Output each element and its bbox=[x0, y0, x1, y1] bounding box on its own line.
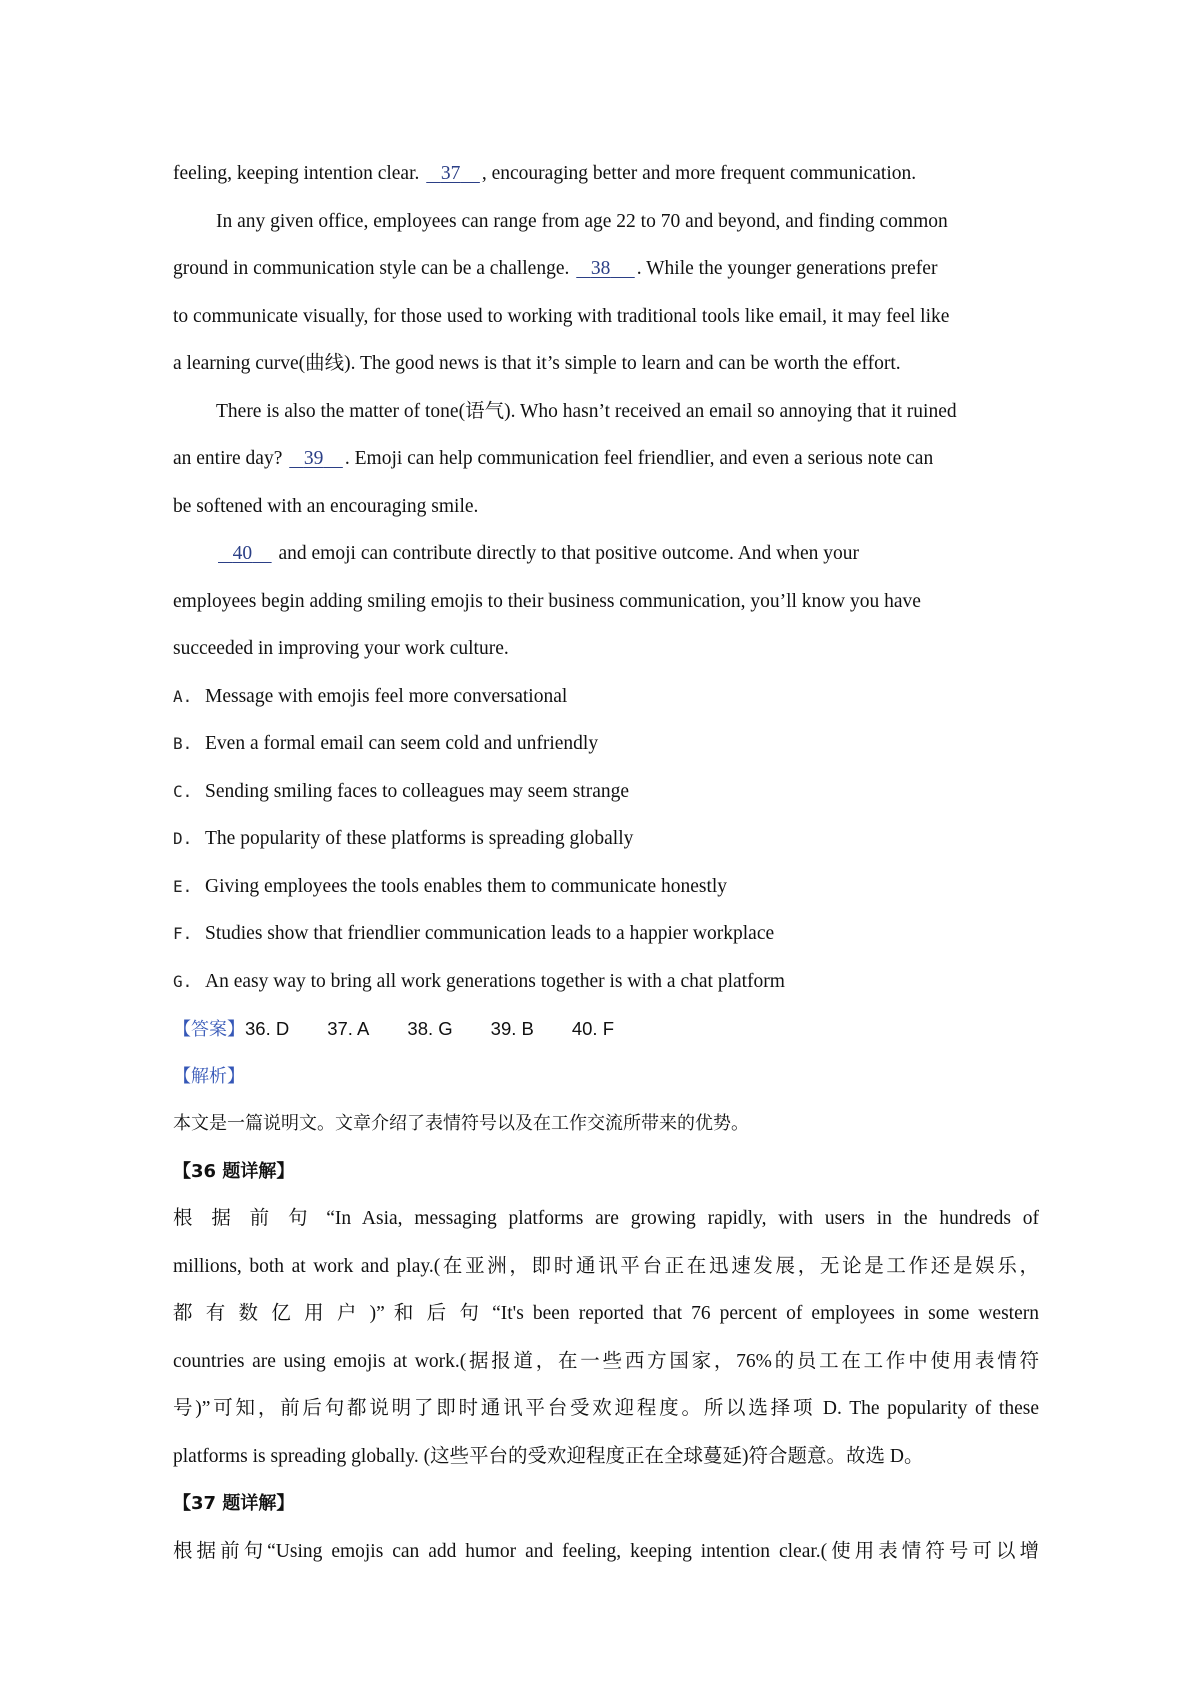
answer-item: 36. D bbox=[245, 1018, 290, 1039]
option-g bbox=[173, 958, 1039, 1006]
q37-line: 根据前句“Using emojis can add humor and feeling, keeping intention clear.(使用表情符号可以增 bbox=[173, 1540, 1039, 1562]
passage-line: In any given office, employees can range from age 22 to 70 and beyond, and finding common bbox=[216, 210, 948, 232]
option-text: Studies show that friendlier communication leads to a happier workplace bbox=[205, 923, 775, 944]
option-c bbox=[173, 768, 1039, 816]
option-letter: G. bbox=[173, 971, 193, 991]
option-e bbox=[173, 863, 1039, 911]
passage-line: to communicate visually, for those used to working with traditional tools like email, it may feel like bbox=[173, 305, 950, 327]
option-d bbox=[173, 815, 1039, 863]
passage-text: . While the younger generations prefer bbox=[636, 258, 938, 279]
passage-line: There is also the matter of tone(语气). Who hasn’t received an email so annoying that it ruined bbox=[216, 400, 957, 422]
passage-text: and emoji can contribute directly to that positive outcome. And when your bbox=[273, 543, 860, 564]
q36-line: 都 有 数 亿 用 户 )” 和 后 句 “It's been reported that 76 percent of employees in some western bbox=[173, 1303, 1039, 1324]
passage-text: ground in communication style can be a challenge. bbox=[173, 258, 575, 279]
q36-line: countries are using emojis at work.(据报道，在一些西方国家，76%的员工在工作中使用表情符 bbox=[173, 1350, 1039, 1372]
q36-line: platforms is spreading globally. (这些平台的受欢迎程度正在全球蔓延)符合题意。故选 D。 bbox=[173, 1445, 924, 1467]
passage-line bbox=[173, 245, 1039, 293]
passage-line: succeeded in improving your work culture. bbox=[173, 638, 509, 659]
q36-heading: 【36 题详解】 bbox=[173, 1160, 295, 1182]
passage-text: an entire day? bbox=[173, 448, 288, 469]
blank-38: 38 bbox=[590, 258, 611, 279]
answer-line bbox=[173, 1005, 1039, 1053]
option-text: Sending smiling faces to colleagues may seem strange bbox=[205, 780, 630, 802]
passage-text: , encouraging better and more frequent communication. bbox=[481, 163, 917, 184]
passage-text: . Emoji can help communication feel friendlier, and even a serious note can bbox=[344, 448, 934, 469]
blank-37: 37 bbox=[440, 163, 461, 184]
option-b bbox=[173, 720, 1039, 768]
document-page bbox=[173, 150, 1039, 1575]
option-letter: D. bbox=[173, 829, 193, 848]
option-letter: F. bbox=[173, 924, 193, 943]
option-a bbox=[173, 673, 1039, 721]
passage-line bbox=[173, 150, 1039, 198]
answer-tag: 【答案】 bbox=[173, 1019, 245, 1040]
q36-line: 根 据 前 句 “In Asia, messaging platforms are growing rapidly, with users in the hundreds of bbox=[173, 1208, 1039, 1229]
analysis-tag: 【解析】 bbox=[173, 1065, 245, 1087]
q36-line: 号)”可知，前后句都说明了即时通讯平台受欢迎程度。所以选择项 D. The popularity of these bbox=[173, 1398, 1039, 1419]
option-text: Even a formal email can seem cold and unfriendly bbox=[205, 733, 599, 754]
option-text: Giving employees the tools enables them to communicate honestly bbox=[205, 875, 728, 897]
answer-item: 38. G bbox=[407, 1018, 453, 1039]
option-letter: C. bbox=[173, 781, 193, 801]
option-f bbox=[173, 910, 1039, 958]
analysis-summary: 本文是一篇说明文。文章介绍了表情符号以及在工作交流所带来的优势。 bbox=[173, 1113, 749, 1134]
option-letter: E. bbox=[173, 876, 193, 896]
passage-text: feeling, keeping intention clear. bbox=[173, 163, 425, 184]
answer-item: 39. B bbox=[490, 1018, 534, 1039]
passage-line: a learning curve(曲线). The good news is that it’s simple to learn and can be worth the effort. bbox=[173, 353, 901, 374]
option-text: An easy way to bring all work generations together is with a chat platform bbox=[205, 970, 785, 992]
answer-item: 40. F bbox=[571, 1018, 615, 1039]
passage-line bbox=[173, 530, 1039, 578]
blank-40: 40 bbox=[232, 543, 253, 564]
answer-item: 37. A bbox=[327, 1018, 370, 1039]
passage-line bbox=[173, 435, 1039, 483]
blank-39: 39 bbox=[303, 448, 324, 469]
option-letter: B. bbox=[173, 734, 193, 753]
passage-line: be softened with an encouraging smile. bbox=[173, 495, 479, 517]
passage-line: employees begin adding smiling emojis to their business communication, you’ll know you have bbox=[173, 590, 921, 612]
q36-line: millions, both at work and play.(在亚洲，即时通讯平台正在迅速发展，无论是工作还是娱乐， bbox=[173, 1255, 1039, 1277]
option-text: The popularity of these platforms is spreading globally bbox=[205, 828, 634, 849]
option-letter: A. bbox=[173, 686, 193, 706]
q37-heading: 【37 题详解】 bbox=[173, 1493, 295, 1514]
option-text: Message with emojis feel more conversational bbox=[205, 685, 568, 707]
